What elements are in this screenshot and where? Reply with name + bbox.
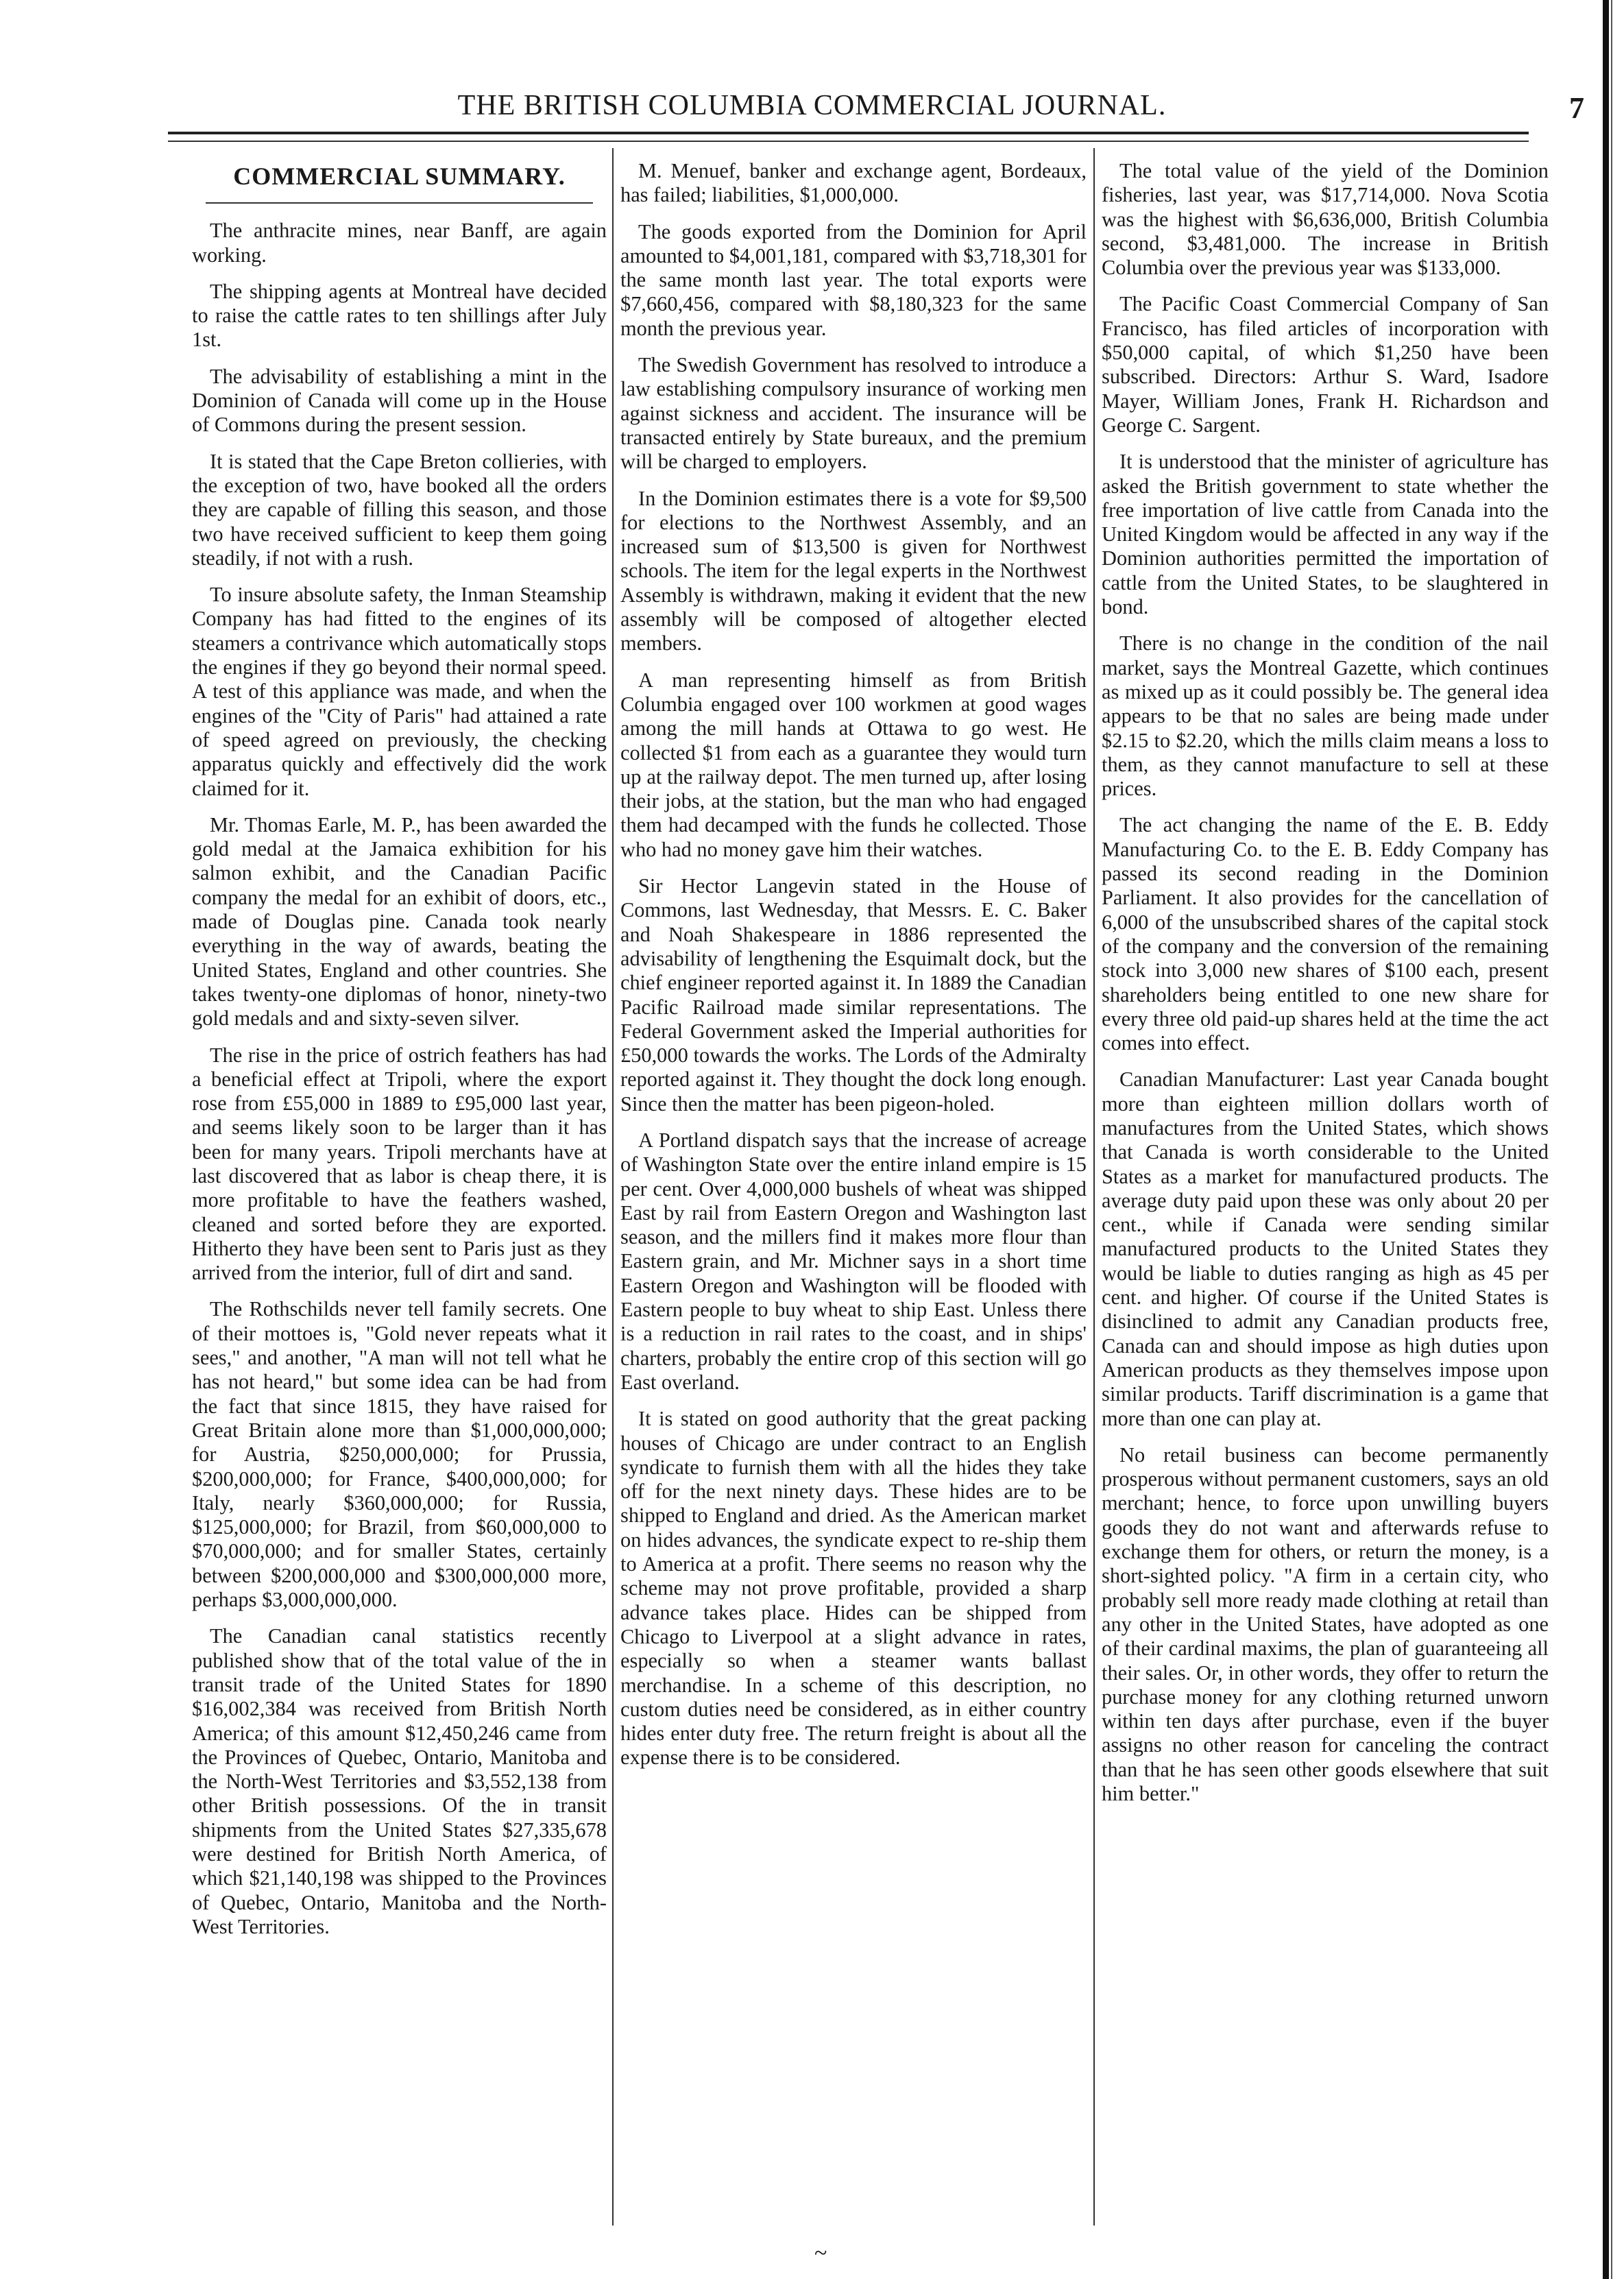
paragraph: In the Dominion estimates there is a vote for $9,500 for elections to the Northwest Assembly, and an increased sum of $13,500 is given for Northwest schools. The item for the legal experts in the Northwest Assembly is withdrawn, making it evident that the new assembly will be composed of altogether elected members. [620,486,1087,655]
paragraph: The Canadian canal statistics recently published show that of the total value of the in transit trade of the United States for 1890 $16,002,384 was received from British North America; of this amount $12,450,246 came from the Provinces of Quebec, Ontario, Manitoba and the North-West Territories and $3,552,138 from other British possessions. Of the in transit shipments from the United States $27,335,678 were destined for British North America, of which $21,140,198 was shipped to the Provinces of Quebec, Ontario, Manitoba and the North-West Territories. [192,1624,607,1938]
page-edge-shadow [1603,0,1609,2279]
paragraph: The shipping agents at Montreal have decided to raise the cattle rates to ten shillings after July 1st. [192,279,607,352]
header-rule-thin [168,141,1529,142]
column-divider-2 [1093,148,1095,2226]
column-1 [192,159,607,1951]
column-divider-1 [612,148,614,2226]
paragraph: It is stated on good authority that the great packing houses of Chicago are under contract to an English syndicate to furnish them with all the hides they take off for the next ninety days. These hides are to be shipped to England and dried. As the American market on hides advances, the syndicate expect to re-ship them to America at a profit. There seems no reason why the scheme may not prove profitable, provided a sharp advance takes place. Hides can be shipped from Chicago to Liverpool at a slight advance in rates, especially so when a steamer wants ballast merchandise. In a scheme of this description, no custom duties need be considered, as in either country hides enter duty free. The return freight is about all the expense there is to be considered. [620,1407,1087,1770]
printer-mark-icon: ~ [814,2241,827,2266]
column-2 [620,159,1087,1783]
paragraph: The goods exported from the Dominion for April amounted to $4,001,181, compared with $3,718,301 for the same month last year. The total exports were $7,660,456, compared with $8,180,323 for the same month the previous year. [620,219,1087,340]
paragraph: The Rothschilds never tell family secrets. One of their mottoes is, "Gold never repeats what it sees," and another, "A man will not tell what he has not heard," but some idea can be had from the fact that since 1815, they have raised for Great Britain alone more than $1,000,000,000; for Austria, $250,000,000; for Prussia, $200,000,000; for France, $400,000,000; for Italy, nearly $360,000,000; for Russia, $125,000,000; for Brazil, from $60,000,000 to $70,000,000; and for smaller States, certainly between $200,000,000 and $300,000,000 more, perhaps $3,000,000,000. [192,1297,607,1612]
paragraph: The Swedish Government has resolved to introduce a law establishing compulsory insurance of working men against sickness and accident. The insurance will be transacted entirely by State bureaux, and the premium will be charged to employers. [620,353,1087,474]
paragraph: A Portland dispatch says that the increase of acreage of Washington State over the entire inland empire is 15 per cent. Over 4,000,000 bushels of wheat was shipped East by rail from Eastern Oregon and Washington last season, and the millers find it makes more flour than Eastern grain, and Mr. Michner says in a short time Eastern Oregon and Washington will be flooded with Eastern people to buy wheat to ship East. Unless there is a reduction in rail rates to the coast, and in ships' charters, probably the entire crop of this section will go East overland. [620,1128,1087,1394]
running-header-title: THE BRITISH COLUMBIA COMMERCIAL JOURNAL. [457,90,1167,121]
paragraph: Mr. Thomas Earle, M. P., has been awarded the gold medal at the Jamaica exhibition for his salmon exhibit, and the Canadian Pacific company the medal for an exhibit of doors, etc., made of Douglas pine. Canada took nearly everything in the way of awards, beating the United States, England and other countries. She takes twenty-one diplomas of honor, ninety-two gold medals and and sixty-seven silver. [192,812,607,1030]
paragraph: No retail business can become permanently prosperous without permanent customers, says an old merchant; hence, to force upon unwilling buyers goods they do not want and afterwards refuse to exchange them for others, or return the money, is a short-sighted policy. "A firm in a certain city, who probably sell more ready made clothing at retail than any other in the United States, have adopted as one of their cardinal maxims, the plan of guaranteeing all their sales. Or, in other words, they offer to return the purchase money for any clothing returned unworn within ten days after purchase, even if the buyer assigns no other reason for canceling the contract than that he has seen other goods elsewhere that suit him better." [1102,1443,1549,1805]
paragraph: M. Menuef, banker and exchange agent, Bordeaux, has failed; liabilities, $1,000,000. [620,159,1087,207]
paragraph: The Pacific Coast Commercial Company of San Francisco, has filed articles of incorporation with $50,000 capital, of which $1,250 have been subscribed. Directors: Arthur S. Ward, Isadore Mayer, William Jones, Frank H. Richardson and George C. Sargent. [1102,292,1549,437]
paragraph: It is stated that the Cape Breton collieries, with the exception of two, have booked all the orders they are capable of filling this season, and those two have received sufficient to keep them going steadily, if not with a rush. [192,449,607,570]
section-heading: COMMERCIAL SUMMARY. [233,162,566,190]
paragraph: A man representing himself as from British Columbia engaged over 100 workmen at good wages among the mill hands at Ottawa to go west. He collected $1 from each as a guarantee they would turn up at the railway depot. The men turned up, after losing their jobs, at the station, but the man who had engaged them had decamped with the funds he collected. Those who had no money gave him their watches. [620,668,1087,861]
paragraph: The total value of the yield of the Dominion fisheries, last year, was $17,714,000. Nova Scotia was the highest with $6,636,000, British Columbia second, $3,481,000. The increase in British Columbia over the previous year was $133,000. [1102,159,1549,280]
paragraph: Sir Hector Langevin stated in the House of Commons, last Wednesday, that Messrs. E. C. Baker and Noah Shakespeare in 1886 represented the advisability of lengthening the Esquimalt dock, but the chief engineer reported against it. In 1889 the Canadian Pacific Railroad made similar representations. The Federal Government asked the Imperial authorities for £50,000 towards the works. The Lords of the Admiralty reported against it. They thought the dock long enough. Since then the matter has been pigeon-holed. [620,874,1087,1116]
paragraph: It is understood that the minister of agriculture has asked the British government to state whether the free importation of live cattle from Canada into the United Kingdom would be affected in any way if the Dominion authorities permitted the importation of cattle from the United States, to be slaughtered in bond. [1102,450,1549,619]
column-3 [1102,159,1549,1818]
header-rule-thick [168,132,1529,134]
paragraph: The advisability of establishing a mint in the Dominion of Canada will come up in the House of Commons during the present session. [192,364,607,437]
paragraph: The act changing the name of the E. B. Eddy Manufacturing Co. to the E. B. Eddy Company has passed its second reading in the Dominion Parliament. It also provides for the cancellation of 6,000 of the unsubscribed shares of the capital stock of the company and the conversion of the remaining stock into 3,000 new shares of $100 each, present shareholders being entitled to one new share for every three old paid-up shares held at the time the act comes into effect. [1102,813,1549,1055]
page-number: 7 [1569,91,1584,125]
heading-rule [206,202,593,204]
paragraph: There is no change in the condition of the nail market, says the Montreal Gazette, which continues as mixed up as it could possibly be. The general idea appears to be that no sales are being made under $2.15 to $2.20, which the mills claim means a loss to them, as they cannot manufacture to sell at these prices. [1102,631,1549,801]
paragraph: The anthracite mines, near Banff, are again working. [192,219,607,267]
paragraph: Canadian Manufacturer: Last year Canada bought more than eighteen million dollars worth of manufactures from the United States, which shows that Canada is worth considerable to the United States as a market for manufactured products. The average duty paid upon these was only about 20 per cent., while if Canada were sending similar manufactured products to the United States they would be liable to duties ranging as high as 45 per cent. and higher. Of course if the United States is disinclined to admit any Canadian products free, Canada can and should impose as high duties upon American products as they themselves impose upon similar products. Tariff discrimination is a game that more than one can play at. [1102,1068,1549,1430]
paragraph: To insure absolute safety, the Inman Steamship Company has had fitted to the engines of its steamers a contrivance which automatically stops the engines if they go beyond their normal speed. A test of this appliance was made, and when the engines of the "City of Paris" had attained a rate of speed agreed on previously, the checking apparatus quickly and effectively did the work claimed for it. [192,583,607,800]
page-edge-line [1611,0,1612,2279]
paragraph: The rise in the price of ostrich feathers has had a beneficial effect at Tripoli, where the export rose from £55,000 in 1889 to £95,000 last year, and seems likely soon to be larger than it has been for many years. Tripoli merchants have at last discovered that as labor is cheap there, it is more profitable to have the feathers washed, cleaned and sorted before they are exported. Hitherto they have been sent to Paris just as they arrived from the interior, full of dirt and sand. [192,1043,607,1285]
